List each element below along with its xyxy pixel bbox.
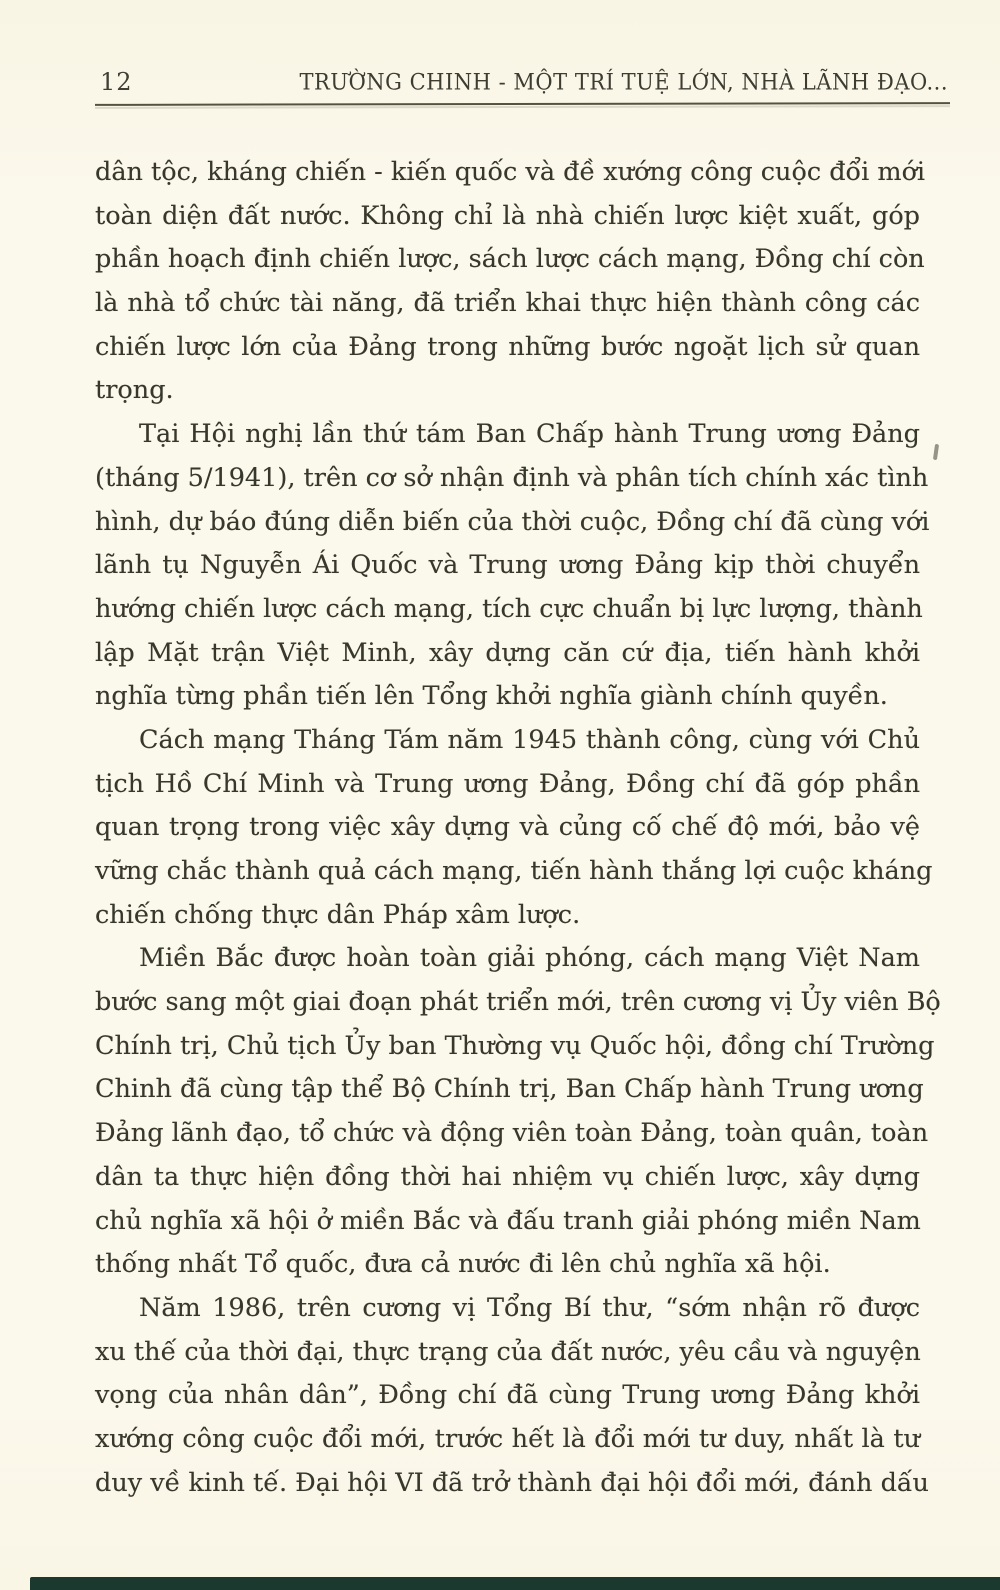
- text-line: nghĩa từng phần tiến lên Tổng khởi nghĩa giành chính quyền.: [95, 681, 888, 712]
- text-line: chủ nghĩa xã hội ở miền Bắc và đấu tranh giải phóng miền Nam: [95, 1205, 921, 1236]
- text-line: phần hoạch định chiến lược, sách lược cách mạng, Đồng chí còn: [95, 244, 925, 275]
- text-line: Miền Bắc được hoàn toàn giải phóng, cách mạng Việt Nam: [139, 943, 920, 974]
- text-line: dân tộc, kháng chiến - kiến quốc và đề xướng công cuộc đổi mới: [95, 157, 926, 187]
- page-number: 12: [100, 68, 133, 96]
- text-line: chiến lược lớn của Đảng trong những bước ngoặt lịch sử quan: [95, 331, 920, 362]
- text-line: dân ta thực hiện đồng thời hai nhiệm vụ chiến lược, xây dựng: [95, 1161, 920, 1192]
- text-line: duy về kinh tế. Đại hội VI đã trở thành đại hội đổi mới, đánh dấu: [95, 1467, 929, 1498]
- text-line: Cách mạng Tháng Tám năm 1945 thành công, cùng với Chủ: [139, 724, 920, 755]
- text-line: tịch Hồ Chí Minh và Trung ương Đảng, Đồng chí đã góp phần: [95, 768, 920, 799]
- text-line: Chinh đã cùng tập thể Bộ Chính trị, Ban Chấp hành Trung ương: [95, 1074, 924, 1105]
- header-rule: [95, 102, 950, 106]
- text-line: Tại Hội nghị lần thứ tám Ban Chấp hành Trung ương Đảng: [139, 419, 920, 450]
- text-line: là nhà tổ chức tài năng, đã triển khai thực hiện thành công các: [95, 288, 920, 319]
- text-line: Chính trị, Chủ tịch Ủy ban Thường vụ Quốc hội, đồng chí Trường: [95, 1030, 935, 1061]
- text-line: hướng chiến lược cách mạng, tích cực chuẩn bị lực lượng, thành: [95, 593, 923, 624]
- body-text: [95, 151, 941, 1505]
- text-line: toàn diện đất nước. Không chỉ là nhà chiến lược kiệt xuất, góp: [95, 200, 920, 231]
- text-line: lập Mặt trận Việt Minh, xây dựng căn cứ địa, tiến hành khởi: [95, 637, 920, 668]
- text-line: hình, dự báo đúng diễn biến của thời cuộc, Đồng chí đã cùng với: [95, 506, 930, 537]
- scan-artifact: [933, 444, 939, 460]
- text-line: xướng công cuộc đổi mới, trước hết là đổi mới tư duy, nhất là tư: [95, 1423, 920, 1454]
- text-line: quan trọng trong việc xây dựng và củng cố chế độ mới, bảo vệ: [95, 812, 920, 843]
- text-line: (tháng 5/1941), trên cơ sở nhận định và phân tích chính xác tình: [95, 462, 929, 493]
- text-line: lãnh tụ Nguyễn Ái Quốc và Trung ương Đảng kịp thời chuyển: [95, 550, 920, 581]
- footer-scan-bar: [30, 1577, 1000, 1590]
- text-line: trọng.: [95, 375, 174, 406]
- text-line: chiến chống thực dân Pháp xâm lược.: [95, 899, 581, 930]
- text-line: xu thế của thời đại, thực trạng của đất nước, yêu cầu và nguyện: [95, 1336, 921, 1367]
- running-header: [95, 64, 948, 104]
- text-line: Đảng lãnh đạo, tổ chức và động viên toàn Đảng, toàn quân, toàn: [95, 1118, 929, 1149]
- text-line: vọng của nhân dân”, Đồng chí đã cùng Trung ương Đảng khởi: [95, 1380, 920, 1411]
- text-line: vững chắc thành quả cách mạng, tiến hành thắng lợi cuộc kháng: [95, 856, 933, 886]
- text-line: Năm 1986, trên cương vị Tổng Bí thư, “sớm nhận rõ được: [139, 1292, 920, 1323]
- text-line: bước sang một giai đoạn phát triển mới, trên cương vị Ủy viên Bộ: [95, 987, 941, 1018]
- text-line: thống nhất Tổ quốc, đưa cả nước đi lên chủ nghĩa xã hội.: [95, 1249, 831, 1280]
- running-title: TRƯỜNG CHINH - MỘT TRÍ TUỆ LỚN, NHÀ LÃNH ĐẠO...: [299, 69, 948, 95]
